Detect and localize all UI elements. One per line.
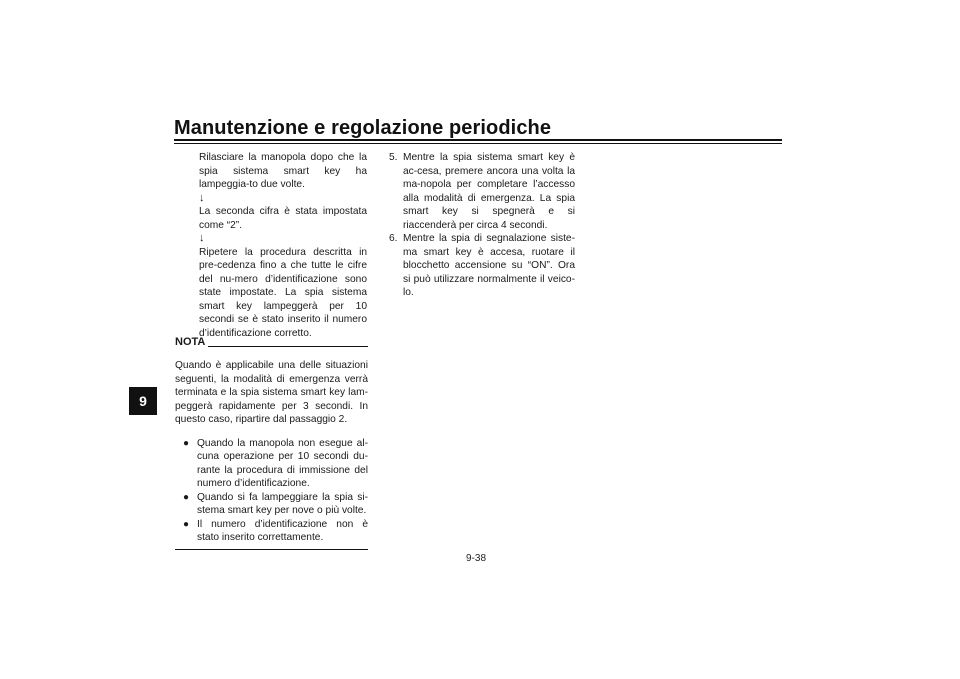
note-bullet-list xyxy=(175,437,368,545)
step-5 xyxy=(389,151,575,232)
bullet-text: Quando si fa lampeggiare la spia si-stema smart key per nove o più volte. xyxy=(197,491,368,517)
note-body xyxy=(175,359,368,545)
instruction-paragraph-1: Rilasciare la manopola dopo che la spia sistema smart key ha lampeggia-to due volte. xyxy=(199,152,367,190)
list-item xyxy=(175,491,368,518)
step-number: 5. xyxy=(389,152,398,163)
page-title: Manutenzione e regolazione periodiche xyxy=(174,117,552,139)
bullet-text: Il numero d’identificazione non è stato inserito correttamente. xyxy=(197,518,368,544)
step-number: 6. xyxy=(389,233,398,244)
bullet-icon: ● xyxy=(182,491,190,503)
right-column-steps xyxy=(389,151,575,300)
left-column-instructions xyxy=(199,151,367,340)
step-text: Mentre la spia sistema smart key è ac-cesa, premere ancora una volta la ma-nopola per completare l’accesso alla modalità di emergenza. La spia smart key si spegnerà e si riaccenderà per circa 4 secondi. xyxy=(403,152,575,231)
note-label: NOTA xyxy=(175,336,206,348)
list-item xyxy=(175,518,368,545)
down-arrow-icon: ↓ xyxy=(199,232,205,244)
page-number: 9-38 xyxy=(466,553,487,564)
step-text: Mentre la spia di segnalazione siste-ma smart key è accesa, ruotare il blocchetto accensione su “ON”. Ora si può utilizzare normalmente il veico-lo. xyxy=(403,233,575,298)
note-box xyxy=(175,336,368,550)
instruction-paragraph-2: La seconda cifra è stata impostata come “2”. xyxy=(199,206,367,231)
note-header-rule xyxy=(208,346,368,347)
title-rule-thin xyxy=(174,143,782,144)
note-text: Quando è applicabile una delle situazioni seguenti, la modalità di emergenza verrà terminata e la spia sistema smart key lam-peggerà rapidamente per 3 secondi. In questo caso, ripartire dal passaggio 2. xyxy=(175,360,368,426)
title-rule-thick xyxy=(174,139,782,141)
instruction-paragraph-3: Ripetere la procedura descritta in pre-cedenza fino a che tutte le cifre del nu-mero d’identificazione sono state impostate. La spia sistema smart key lampeggerà per 10 secondi se è stato inserito il numero d’identificazione corretto. xyxy=(199,246,367,339)
list-item xyxy=(175,437,368,491)
bullet-icon: ● xyxy=(182,518,190,530)
bullet-icon: ● xyxy=(182,437,190,449)
note-end-rule xyxy=(175,549,368,550)
step-6 xyxy=(389,232,575,300)
down-arrow-icon: ↓ xyxy=(199,191,205,204)
note-header xyxy=(175,336,368,349)
bullet-text: Quando la manopola non esegue al-cuna operazione per 10 secondi du-rante la procedura di immissione del numero d’identificazione. xyxy=(197,437,368,490)
chapter-tab: 9 xyxy=(129,387,157,415)
